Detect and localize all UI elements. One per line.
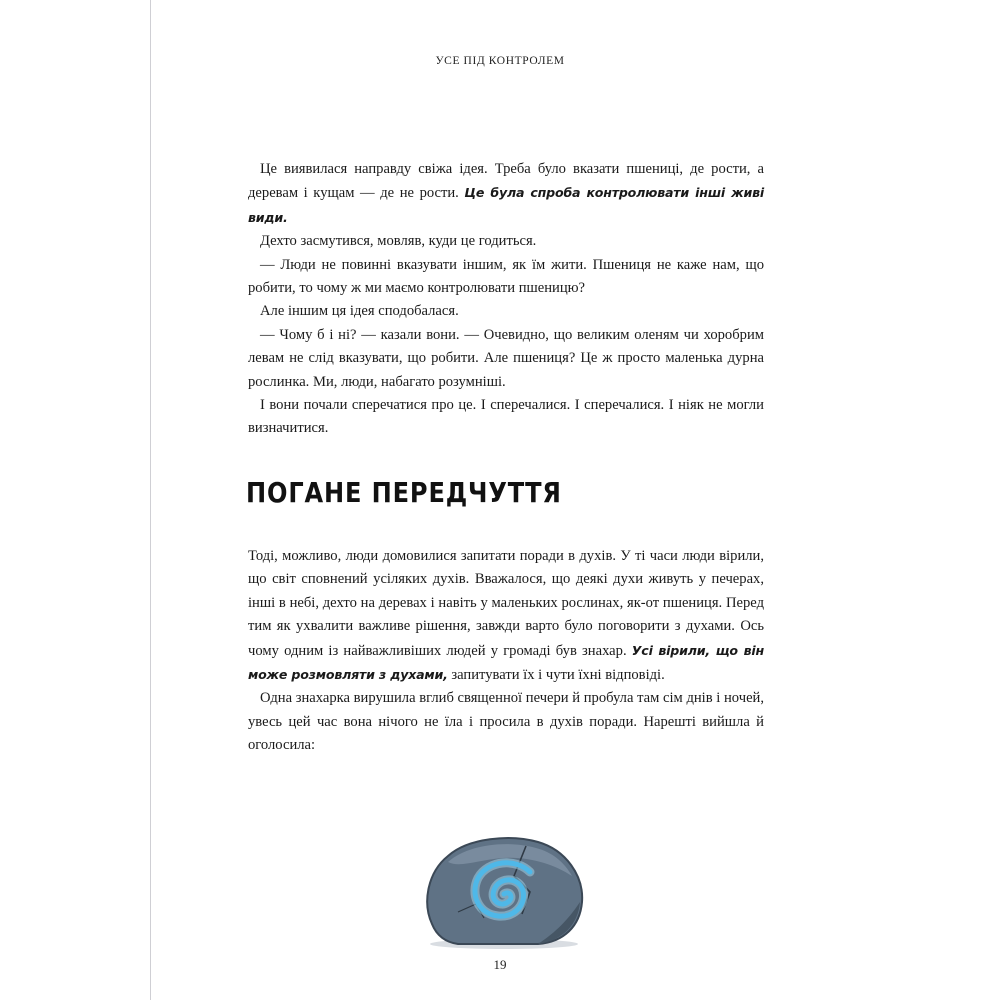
paragraph-text: запитувати їх і чути їхні відповіді. (447, 667, 665, 684)
section-heading: ПОГАНЕ ПЕРЕДЧУТТЯ (246, 476, 562, 509)
paragraph-text: Тоді, можливо, люди домовилися запитати поради в духів. У ті часи люди вірили, що світ сповнений усіляких духів. Вважалося, що деякі духи живуть у печерах, інші в небі, дехто на деревах і навіть у маленьких рослинах, як-от пшениця. Перед тим як ухвалити важливе рішення, завжди варто було поговорити з духами. Ось чому одним із найважливіших людей у громаді був знахар. (248, 548, 764, 659)
handwritten-highlight: Усі вірили, що він може розмовляти з духами, (248, 642, 764, 683)
running-head: УСЕ ПІД КОНТРОЛЕМ (435, 55, 565, 67)
paragraph (248, 545, 764, 687)
paragraph-text: Це виявилася направду свіжа ідея. Треба було вказати пшениці, де рости, а деревам і кущам — де не рости. (248, 161, 764, 202)
glowing-spiral-stone-icon (418, 832, 588, 950)
text-block-spirits (248, 545, 764, 758)
handwritten-highlight: Це була спроба контролювати інші живі види. (248, 185, 764, 225)
paragraph (248, 158, 764, 230)
text-block-intro (248, 158, 764, 441)
paragraph: Але іншим ця ідея сподобалася. (260, 303, 459, 320)
dialogue-paragraph: — Люди не повинні вказувати іншим, як їм жити. Пшениця не каже нам, що робити, то чому ж ми маємо контролювати пшеницю? (248, 256, 764, 297)
page-number: 19 (493, 957, 507, 972)
paragraph: І вони почали сперечатися про це. І сперечалися. І сперечалися. І ніяк не могли визначитися. (248, 397, 764, 437)
dialogue-paragraph: — Чому б і ні? — казали вони. — Очевидно, що великим оленям чи хоробрим левам не слід вказувати, що робити. Але пшениця? Це ж просто маленька дурна рослинка. Ми, люди, набагато розумніші. (248, 326, 764, 390)
page-gutter-divider (150, 0, 151, 1000)
paragraph: Дехто засмутився, мовляв, куди це годиться. (260, 233, 537, 250)
paragraph: Одна знахарка вирушила вглиб священної печери й пробула там сім днів і ночей, увесь цей час вона нічого не їла і просила в духів поради. Нарешті вийшла й оголосила: (248, 690, 764, 754)
